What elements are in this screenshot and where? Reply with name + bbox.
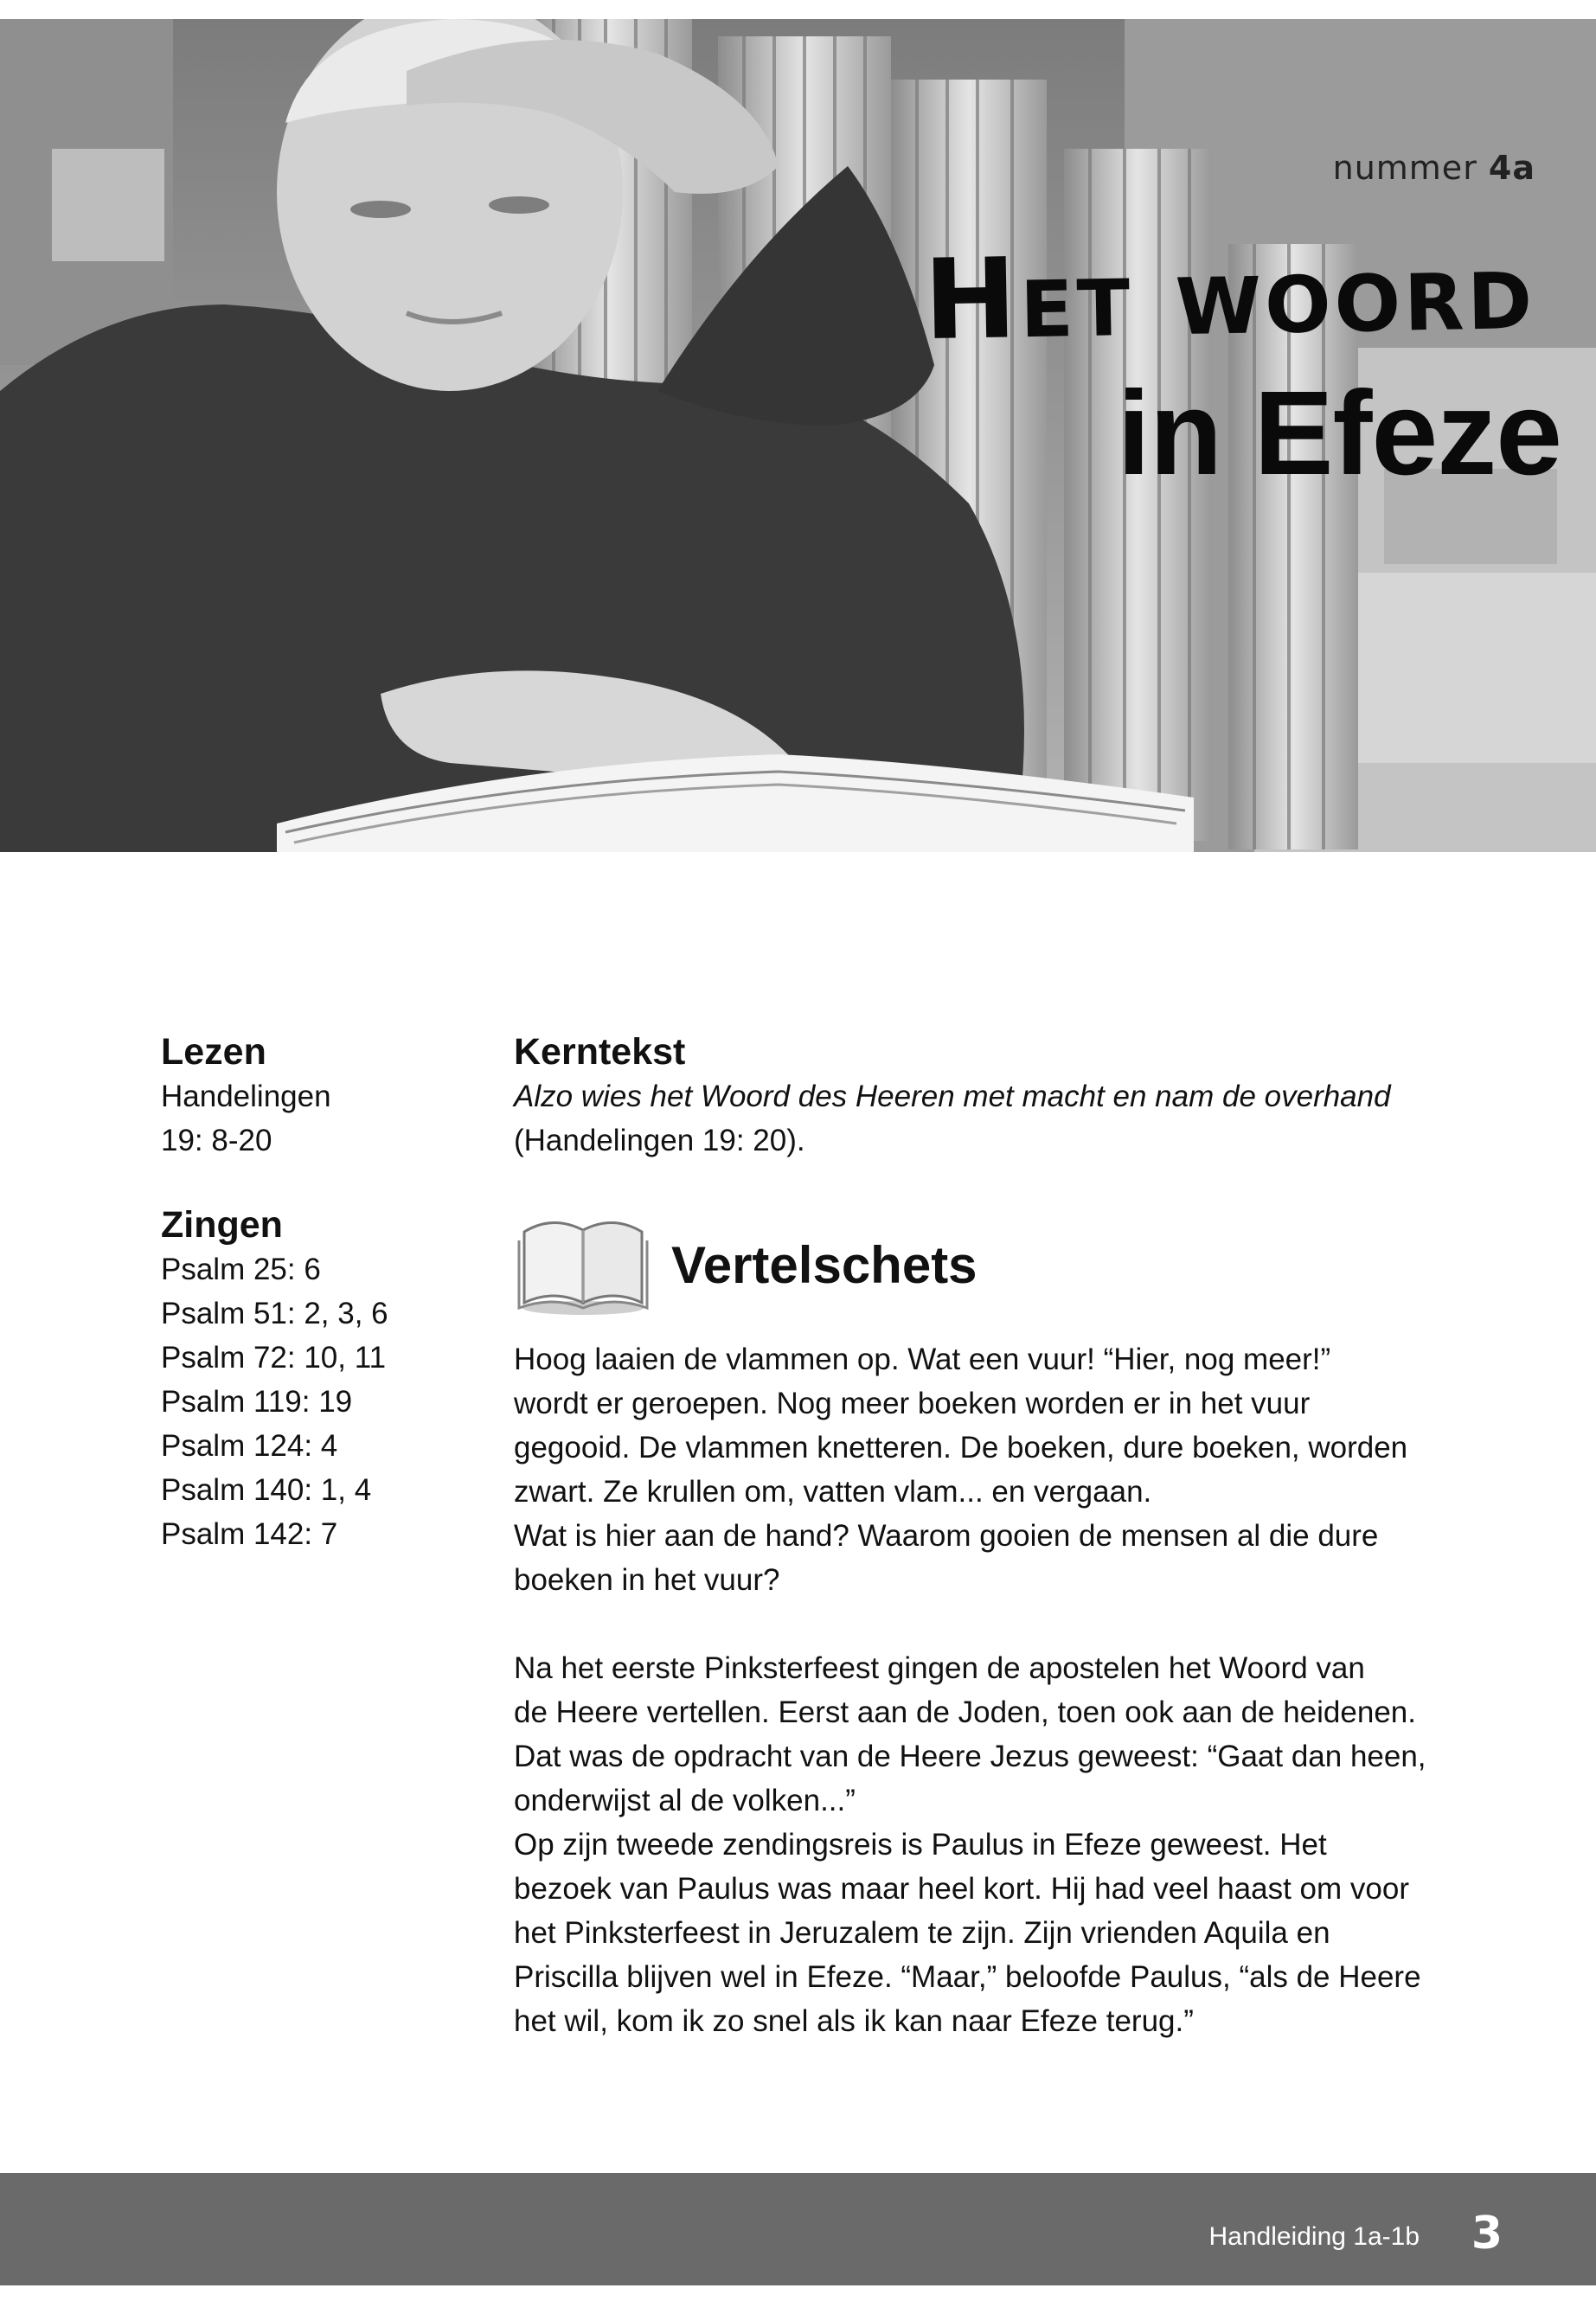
psalm-item: Psalm 124: 4 bbox=[161, 1429, 338, 1463]
psalm-item: Psalm 25: 6 bbox=[161, 1253, 321, 1286]
story-line: boeken in het vuur? bbox=[514, 1563, 780, 1597]
lezen-line: Handelingen bbox=[161, 1080, 331, 1113]
zingen-section bbox=[161, 1202, 472, 1556]
vertelschets-header bbox=[514, 1199, 1465, 1337]
psalm-item: Psalm 119: 19 bbox=[161, 1385, 353, 1419]
kerntekst-heading: Kerntekst bbox=[514, 1031, 686, 1073]
vertelschets-heading: Vertelschets bbox=[671, 1236, 977, 1294]
issue-prefix: nummer bbox=[1332, 149, 1477, 187]
issue-number bbox=[1333, 149, 1535, 187]
psalm-item: Psalm 140: 1, 4 bbox=[161, 1473, 372, 1507]
story-line: zwart. Ze krullen om, vatten vlam... en vergaan. bbox=[514, 1475, 1152, 1509]
paragraph-spacer bbox=[514, 1602, 1465, 1646]
kerntekst-reference: (Handelingen 19: 20). bbox=[514, 1124, 805, 1157]
story-line: Wat is hier aan de hand? Waarom gooien de mensen al die dure bbox=[514, 1519, 1379, 1553]
story-line: gegooid. De vlammen knetteren. De boeken, dure boeken, worden bbox=[514, 1431, 1408, 1465]
zingen-heading: Zingen bbox=[161, 1204, 283, 1246]
page-title-line-1: Het woord bbox=[922, 225, 1537, 366]
story-line: bezoek van Paulus was maar heel kort. Hij had veel haast om voor bbox=[514, 1872, 1409, 1906]
lezen-section bbox=[161, 1029, 472, 1163]
page-footer bbox=[0, 2173, 1596, 2285]
issue-number-value: 4a bbox=[1488, 149, 1535, 187]
psalm-item: Psalm 72: 10, 11 bbox=[161, 1341, 387, 1375]
open-book-icon bbox=[514, 1206, 652, 1318]
footer-label: Handleiding 1a-1b bbox=[1208, 2222, 1420, 2251]
sidebar-column bbox=[161, 1029, 472, 1556]
page-number: 3 bbox=[1471, 2208, 1503, 2259]
kerntekst-section bbox=[514, 1029, 1465, 1163]
story-line: Priscilla blijven wel in Efeze. “Maar,” beloofde Paulus, “als de Heere bbox=[514, 1960, 1421, 1994]
story-line: Op zijn tweede zendingsreis is Paulus in Efeze geweest. Het bbox=[514, 1828, 1327, 1862]
story-line: het Pinksterfeest in Jeruzalem te zijn. Zijn vrienden Aquila en bbox=[514, 1916, 1330, 1950]
story-line: Hoog laaien de vlammen op. Wat een vuur! “Hier, nog meer!” bbox=[514, 1343, 1331, 1376]
story-line: het wil, kom ik zo snel als ik kan naar Efeze terug.” bbox=[514, 2004, 1194, 2038]
header-photo bbox=[0, 19, 1596, 852]
main-column bbox=[514, 1029, 1465, 2043]
story-line: wordt er geroepen. Nog meer boeken worden er in het vuur bbox=[514, 1387, 1311, 1420]
lezen-heading: Lezen bbox=[161, 1031, 266, 1073]
lezen-line: 19: 8-20 bbox=[161, 1124, 272, 1157]
story-line: Na het eerste Pinksterfeest gingen de apostelen het Woord van bbox=[514, 1651, 1365, 1685]
psalm-item: Psalm 142: 7 bbox=[161, 1517, 338, 1551]
psalm-item: Psalm 51: 2, 3, 6 bbox=[161, 1297, 388, 1330]
story-line: de Heere vertellen. Eerst aan de Joden, toen ook aan de heidenen. bbox=[514, 1695, 1416, 1729]
story-line: onderwijst al de volken...” bbox=[514, 1784, 856, 1817]
story-line: Dat was de opdracht van de Heere Jezus geweest: “Gaat dan heen, bbox=[514, 1740, 1426, 1773]
kerntekst-quote: Alzo wies het Woord des Heeren met macht en nam de overhand bbox=[514, 1080, 1391, 1113]
page-title-line-2: in Efeze bbox=[1117, 367, 1561, 500]
story-text bbox=[514, 1337, 1465, 2043]
